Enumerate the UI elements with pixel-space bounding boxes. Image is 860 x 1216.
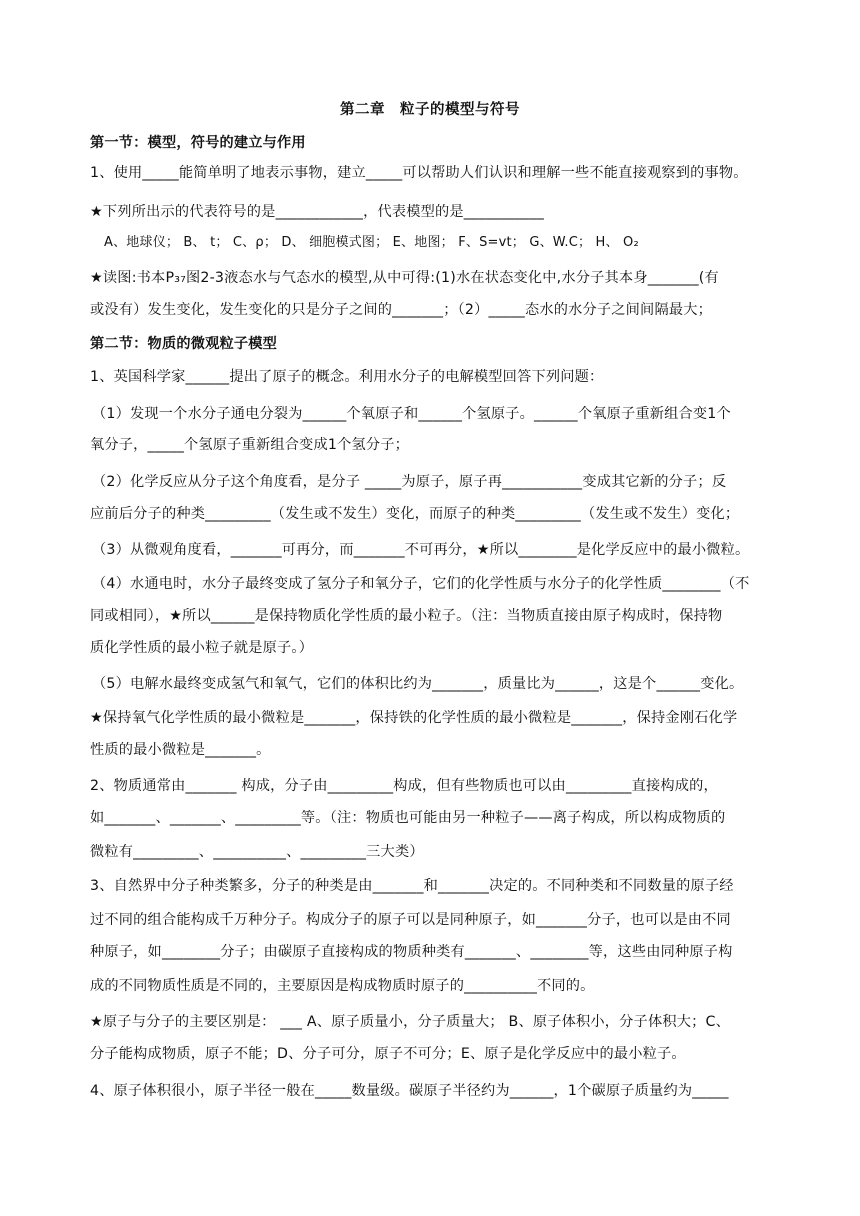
text-line: （4）水通电时，水分子最终变成了氢分子和氧分子，它们的化学性质与水分子的化学性质________（不 bbox=[92, 576, 750, 592]
text-line: ★原子与分子的主要区别是： ___ A、原子质量小，分子质量大； B、原子体积小，分子体积大；C、 bbox=[90, 1014, 730, 1030]
text-line: 氧分子，_____个氢原子重新组合变成1个氢分子； bbox=[90, 437, 410, 453]
text-line: 种原子，如________分子；由碳原子直接构成的物质种类有_______、________等，这些由同种原子构 bbox=[90, 944, 733, 960]
text-line: 分子能构成物质，原子不能；D、分子可分，原子不可分；E、原子是化学反应中的最小粒子。 bbox=[90, 1046, 686, 1062]
text-line: 或没有）发生变化，发生变化的只是分子之间的_______；（2）_____态水的水分子之间间隔最大； bbox=[90, 302, 712, 318]
text-line: A、地球仪； B、 t； C、ρ； D、 细胞模式图； E、地图； F、S=vt； G、W.C； H、 O₂ bbox=[104, 235, 639, 250]
text-line: ★保持氧气化学性质的最小微粒是_______，保持铁的化学性质的最小微粒是_______，保持金刚石化学 bbox=[90, 710, 738, 726]
text-line: 性质的最小微粒是_______。 bbox=[90, 742, 271, 758]
text-line: 1、使用_____能简单明了地表示事物，建立_____可以帮助人们认识和理解一些不能直接观察到的事物。 bbox=[90, 165, 748, 181]
chapter-title: 第二章 粒子的模型与符号 bbox=[340, 102, 520, 118]
text-line: （2）化学反应从分子这个角度看，是分子 _____为原子，原子再___________变成其它新的分子；反 bbox=[92, 474, 727, 490]
text-line: 同或相同），★所以______是保持物质化学性质的最小粒子。（注：当物质直接由原子构成时，保持物 bbox=[90, 608, 723, 624]
text-line: （3）从微观角度看，_______可再分，而_______不可再分，★所以________是化学反应中的最小微粒。 bbox=[92, 542, 750, 558]
text-line: 成的不同物质性质是不同的，主要原因是构成物质时原子的__________不同的。 bbox=[90, 978, 595, 994]
text-line: 4、原子体积很小，原子半径一般在_____数量级。碳原子半径约为______，1个碳原子质量约为_____ bbox=[90, 1083, 729, 1099]
text-line: 过不同的组合能构成千万种分子。构成分子的原子可以是同种原子，如_______分子，也可以是由不同 bbox=[90, 912, 731, 928]
text-line: 微粒有_________、__________、_________三大类） bbox=[90, 844, 424, 860]
text-line: 2、物质通常由_______ 构成，分子由_________构成，但有些物质也可以由_________直接构成的， bbox=[90, 778, 718, 794]
text-line: 质化学性质的最小粒子就是原子。） bbox=[90, 640, 314, 656]
text-line: ★读图:书本P₃₇图2-3液态水与气态水的模型,从中可得:(1)水在状态变化中,水分子其本身_______(有 bbox=[90, 270, 719, 286]
text-line: 应前后分子的种类_________（发生或不发生）变化，而原子的种类_________（发生或不发生）变化； bbox=[90, 506, 740, 522]
text-line: （1）发现一个水分子通电分裂为______个氧原子和______个氢原子。______个氧原子重新组合变1个 bbox=[92, 406, 731, 422]
text-line: （5）电解水最终变成氢气和氧气，它们的体积比约为_______，质量比为______，这是个______变化。 bbox=[92, 676, 744, 692]
section-heading-1: 第一节：模型，符号的建立与作用 bbox=[90, 135, 306, 151]
text-line: 如_______、_______、_________等。（注：物质也可能由另一种粒子——离子构成，所以构成物质的 bbox=[90, 810, 726, 826]
text-line: 3、自然界中分子种类繁多，分子的种类是由_______和_______决定的。不同种类和不同数量的原子经 bbox=[90, 878, 734, 894]
text-line: 1、英国科学家______提出了原子的概念。利用水分子的电解模型回答下列问题： bbox=[90, 369, 604, 385]
section-heading-2: 第二节：物质的微观粒子模型 bbox=[90, 336, 278, 352]
text-line: ★下列所出示的代表符号的是____________，代表模型的是___________ bbox=[90, 204, 545, 220]
